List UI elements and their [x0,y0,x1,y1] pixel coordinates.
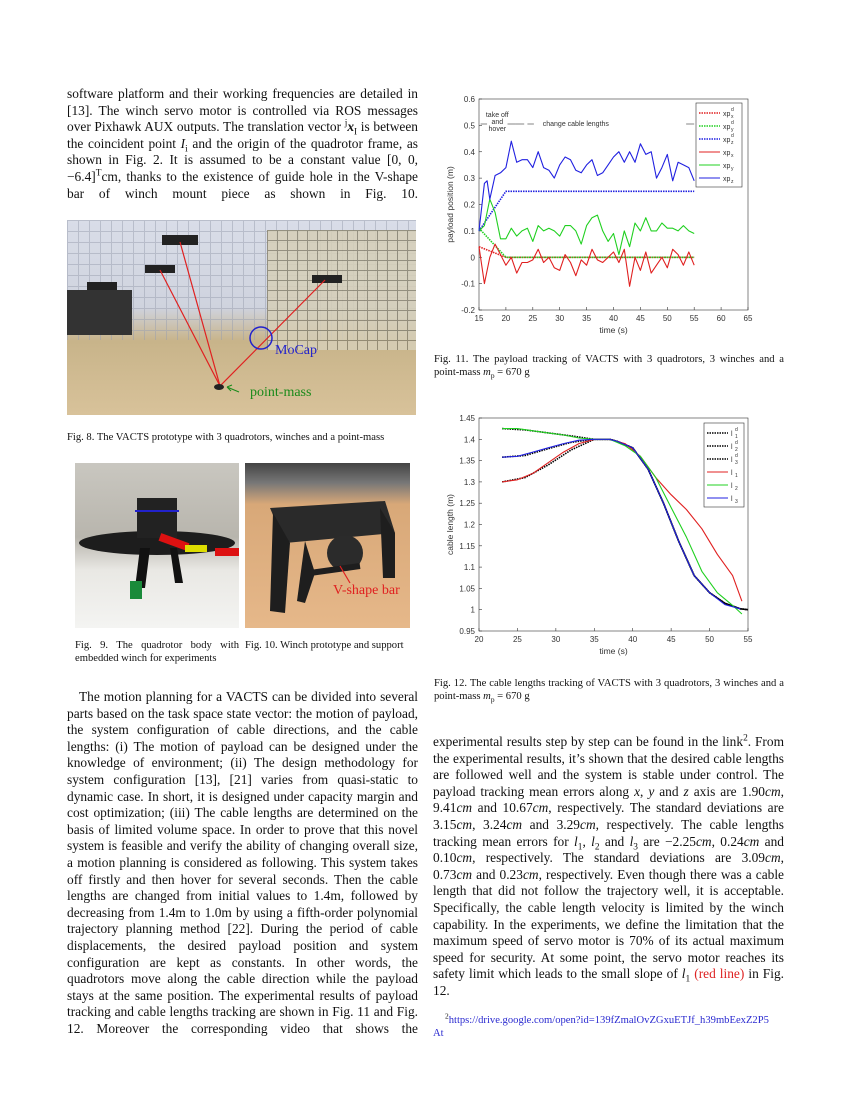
text-segment: Fig. 11. The payload tracking of VACTS with 3 quadrotors, 3 winches and a point-mass [434,354,784,378]
y-tick-label: 0 [470,253,475,263]
text-segment: are −2.25 [637,833,696,849]
legend-label: xp [723,111,731,118]
winch-drawing [245,463,410,628]
text-segment: and 0.23 [472,866,523,882]
math-symbol: l [591,833,595,849]
math-symbol: x [347,119,355,135]
math-symbol: l [681,966,686,982]
x-tick-label: 20 [501,314,511,323]
legend-label: l [731,457,733,464]
annotation-take-off-hover: hover [488,126,507,133]
legend-subscript: 2 [735,447,738,453]
math-symbol: l [629,833,634,849]
math-supscript: 2 [743,733,748,744]
legend-subscript: z [731,179,734,185]
text-segment: in Fig. 12. [433,966,784,998]
y-tick-label: 0.1 [463,226,475,236]
footnote [433,1011,773,1040]
text-segment: is between the coincident point [67,119,418,151]
math-subscript: 2 [594,842,600,853]
x-tick-label: 50 [705,635,715,644]
series-line-xp-y [479,199,694,254]
series-line-xp-y-d [479,228,694,257]
legend-subscript: y [731,127,734,133]
text-segment: The motion planning for a VACTS can be divided into several parts based on the task space state vector: the motion of payload, the system configuration of cable directions, and the cable lengths: (i) The motion of payload can be designed under the knowledge of environment; (ii) The design methodology for system configuration [13], [21] varies from quasi-static to dynamic case. In short, it is designed under capacity margin and cost optimization; (iii) The cable lengths are determined on the basis of limited volume space. In order to prove that this novel system is feasible and verify the ability of changing overall size, a motion planning is considered as following. This system takes off firstly and then hover for several seconds. Then the cable lengths are changed from initial values to 1.4m, followed by decreasing from 1.4m to 1.0m by using a fifth-order polynomial trajectory planning method [22]. During the period of cable displacements, the desired payload position and system configuration are kept as constants. In other words, the quadrotors move along the cable direction while the payload stays at the same position. The experimental results of payload tracking and cable lengths tracking are shown in Fig. 11 and Fig. 12. Moreover the corresponding video that shows the [67,689,418,1036]
series-line-xp-x-d [479,247,694,258]
x-tick-label: 25 [528,314,538,323]
y-tick-label: 1.15 [459,541,475,551]
text-segment: = 670 g [494,691,530,702]
footnote-mark: 2 [445,1011,449,1021]
annotation-take-off-hover: take off [485,112,509,119]
text-segment: cm, thanks to the existence of guide hole in the V-shape bar of winch mount piece as shown in Fig. 10. [67,168,418,201]
y-tick-label: -0.2 [461,306,475,315]
x-tick-label: 45 [635,314,645,323]
legend-subscript: 1 [735,473,738,479]
x-tick-label: 45 [666,635,676,644]
cable-line [180,242,220,386]
x-tick-label: 55 [743,635,753,644]
highlighted-text: (red line) [694,966,745,982]
x-axis-label: time (s) [599,325,628,335]
cable-line [160,270,220,386]
annotation-take-off-hover: and [491,119,504,126]
fig10-caption: Fig. 10. Winch prototype and support [245,640,404,651]
y-tick-label: -0.1 [461,279,475,289]
math-symbol: x [634,783,641,799]
math-symbol: cm [456,866,473,882]
math-symbol: m [483,367,491,378]
series-line-xp-z [479,141,694,231]
quadrotor-icon [87,235,342,290]
cable-line [220,280,325,386]
legend-subscript: x [731,114,734,120]
y-tick-label: 0.4 [463,147,475,157]
math-symbol: I [180,135,186,151]
legend-superscript: d [735,440,738,446]
legend-superscript: d [735,453,738,459]
math-subscript: 1 [577,842,583,853]
x-tick-label: 40 [628,635,638,644]
legend-subscript: 1 [735,434,738,440]
text-segment: , respectively. The cable lengths tracking mean errors for [433,816,784,849]
text-segment: , 9.41 [433,783,784,816]
text-segment: experimental results step by step can be found in the link [433,734,744,749]
math-subscript: 3 [633,842,638,853]
legend-subscript: x [731,153,734,159]
payload-position-chart [430,90,760,340]
quadrotor-drawing [75,463,239,628]
y-tick-label: 1 [470,605,475,615]
x-tick-label: 35 [589,635,599,644]
text-segment: and [654,783,684,799]
y-tick-label: 1.45 [459,414,475,423]
y-tick-label: 0.3 [463,174,475,184]
math-symbol: cm [580,816,596,832]
legend-label: l [731,470,733,477]
fig8-overlay [67,220,416,415]
text-segment: . From the experimental results, it’s shown that the desired cable lengths are followed well and the system is stable under control. The payload tracking mean errors along [433,734,784,799]
point-mass [214,384,224,390]
math-symbol: cm [532,800,549,816]
legend-label: l [731,444,733,451]
fig9-caption: Fig. 9. The quadrotor body with embedded winch for experiments [75,640,239,664]
text-segment: axis are 1.90 [688,783,766,799]
legend-subscript: 3 [735,499,738,505]
text-segment: , 0.24 [711,833,744,849]
text-segment: software platform and their working frequencies are detailed in [13]. The winch servo motor is controlled via ROS messages over Pixhawk AUX outputs. The translation vector [67,86,418,135]
text-segment: and 3.29 [522,816,580,832]
legend-subscript: z [731,140,734,146]
fig9-photo [75,463,239,628]
legend-label: xp [723,176,731,183]
legend-superscript: d [731,133,734,139]
x-tick-label: 30 [551,635,561,644]
math-symbol: cm [743,833,760,849]
math-symbol: y [648,783,655,799]
math-symbol: z [683,783,689,799]
fig8-caption: Fig. 8. The VACTS prototype with 3 quadrotors, winches and a point-mass [67,432,385,443]
x-tick-label: 40 [609,314,618,323]
math-symbol: l [574,833,578,849]
v-shape-bar-label: V-shape bar [333,583,400,598]
paragraph-motion-planning [67,689,418,1037]
x-tick-label: 15 [474,314,484,323]
y-axis-label: cable length (m) [445,494,455,555]
fig12-caption [434,677,784,703]
legend-label: xp [723,124,731,131]
math-symbol: m [483,691,491,702]
math-symbol: cm [456,850,473,866]
math-symbol: cm [765,850,781,866]
y-tick-label: 0.2 [463,200,475,210]
legend-superscript: d [731,107,734,113]
text-segment: and 0.10 [433,833,785,866]
legend-label: l [731,496,733,503]
text-segment: , 0.73 [433,850,784,882]
x-tick-label: 35 [582,314,592,323]
y-tick-label: 1.2 [463,520,475,530]
mocap-label: MoCap [275,343,317,358]
annotation-change-cable-lengths: change cable lengths [542,121,609,128]
y-tick-label: 1.35 [459,456,475,466]
x-tick-label: 20 [474,635,484,644]
text-segment: , [640,783,649,799]
math-symbol: cm [695,833,712,849]
text-segment: and the origin of the quadrotor frame, as shown in Fig. 2. It is assumed to be a constant value [0, 0, −6.4] [67,135,419,184]
mocap-circle [250,327,272,349]
math-subscript: i [185,144,188,155]
y-tick-label: 1.25 [459,499,475,509]
math-symbol: cm [506,816,523,832]
y-axis-label: payload position (m) [445,166,455,243]
math-subscript: p [490,371,495,381]
x-axis-label: time (s) [599,646,628,656]
arrow-icon [227,385,239,392]
math-subscript: p [490,695,495,705]
legend-label: l [731,431,733,438]
point-mass-label: point-mass [250,385,312,400]
x-tick-label: 60 [716,314,726,323]
y-tick-label: 1.05 [459,584,475,594]
fig8-photo [67,220,416,415]
legend-subscript: 2 [735,486,738,492]
text-segment: , respectively. The standard deviations are 3.15 [433,800,784,832]
paragraph-results [433,734,784,1000]
math-subscript: I [354,127,358,138]
y-tick-label: 1.1 [463,563,475,573]
text-segment: , respectively. The standard deviations are 3.09 [472,850,766,866]
math-subscript: 1 [685,974,691,985]
y-tick-label: 0.95 [459,627,475,636]
fig11-caption [434,353,784,379]
fig10-photo [245,463,410,628]
legend-subscript: y [731,166,734,172]
x-tick-label: 65 [743,314,753,323]
paragraph-winch-setup [67,86,418,202]
text-segment: = 670 g [494,367,530,378]
text-segment: and [599,833,630,849]
text-segment: and 10.67 [472,800,533,816]
text-segment: , respectively. Even though there was a cable length that did not follow the trajectory well, it is acceptable. Specifically, the cable length velocity is limited by the winch capability. In the experiments, we define the limitation that the maximum speed of servo motor is 70% of its actual maximum speed for security. At some point, the servo motor reaches its safety limit which leads to the small slope of [433,866,784,982]
legend-subscript: 3 [735,460,738,466]
legend-superscript: d [731,120,734,126]
legend-label: xp [723,163,731,170]
x-tick-label: 30 [555,314,565,323]
y-tick-label: 1.4 [463,435,475,445]
math-symbol: cm [456,816,473,832]
legend-label: xp [723,137,731,144]
text-segment: , 3.24 [472,816,507,832]
math-symbol: cm [456,800,473,816]
legend-superscript: d [735,427,738,433]
text-segment: , [582,833,592,849]
footnote-link[interactable]: https://drive.google.com/open?id=139fZmalOvZGxuETJf_h39mbEexZ2P5At [433,1015,769,1039]
legend-label: l [731,483,733,490]
math-supscript: j [344,118,348,129]
x-tick-label: 25 [512,635,522,644]
math-symbol: cm [765,783,781,799]
math-symbol: cm [522,866,539,882]
legend-box [704,423,744,507]
y-tick-label: 1.3 [463,477,475,487]
math-supscript: T [95,168,102,179]
y-tick-label: 0.6 [463,95,475,104]
legend-box [696,103,742,187]
text-segment: Fig. 12. The cable lengths tracking of VACTS with 3 quadrotors, 3 winches and a point-mass [434,678,784,702]
x-tick-label: 50 [662,314,672,323]
legend-label: xp [723,150,731,157]
cable-length-chart [430,405,760,665]
x-tick-label: 55 [689,314,699,323]
series-line-xp-x [479,244,694,286]
y-tick-label: 0.5 [463,121,475,131]
